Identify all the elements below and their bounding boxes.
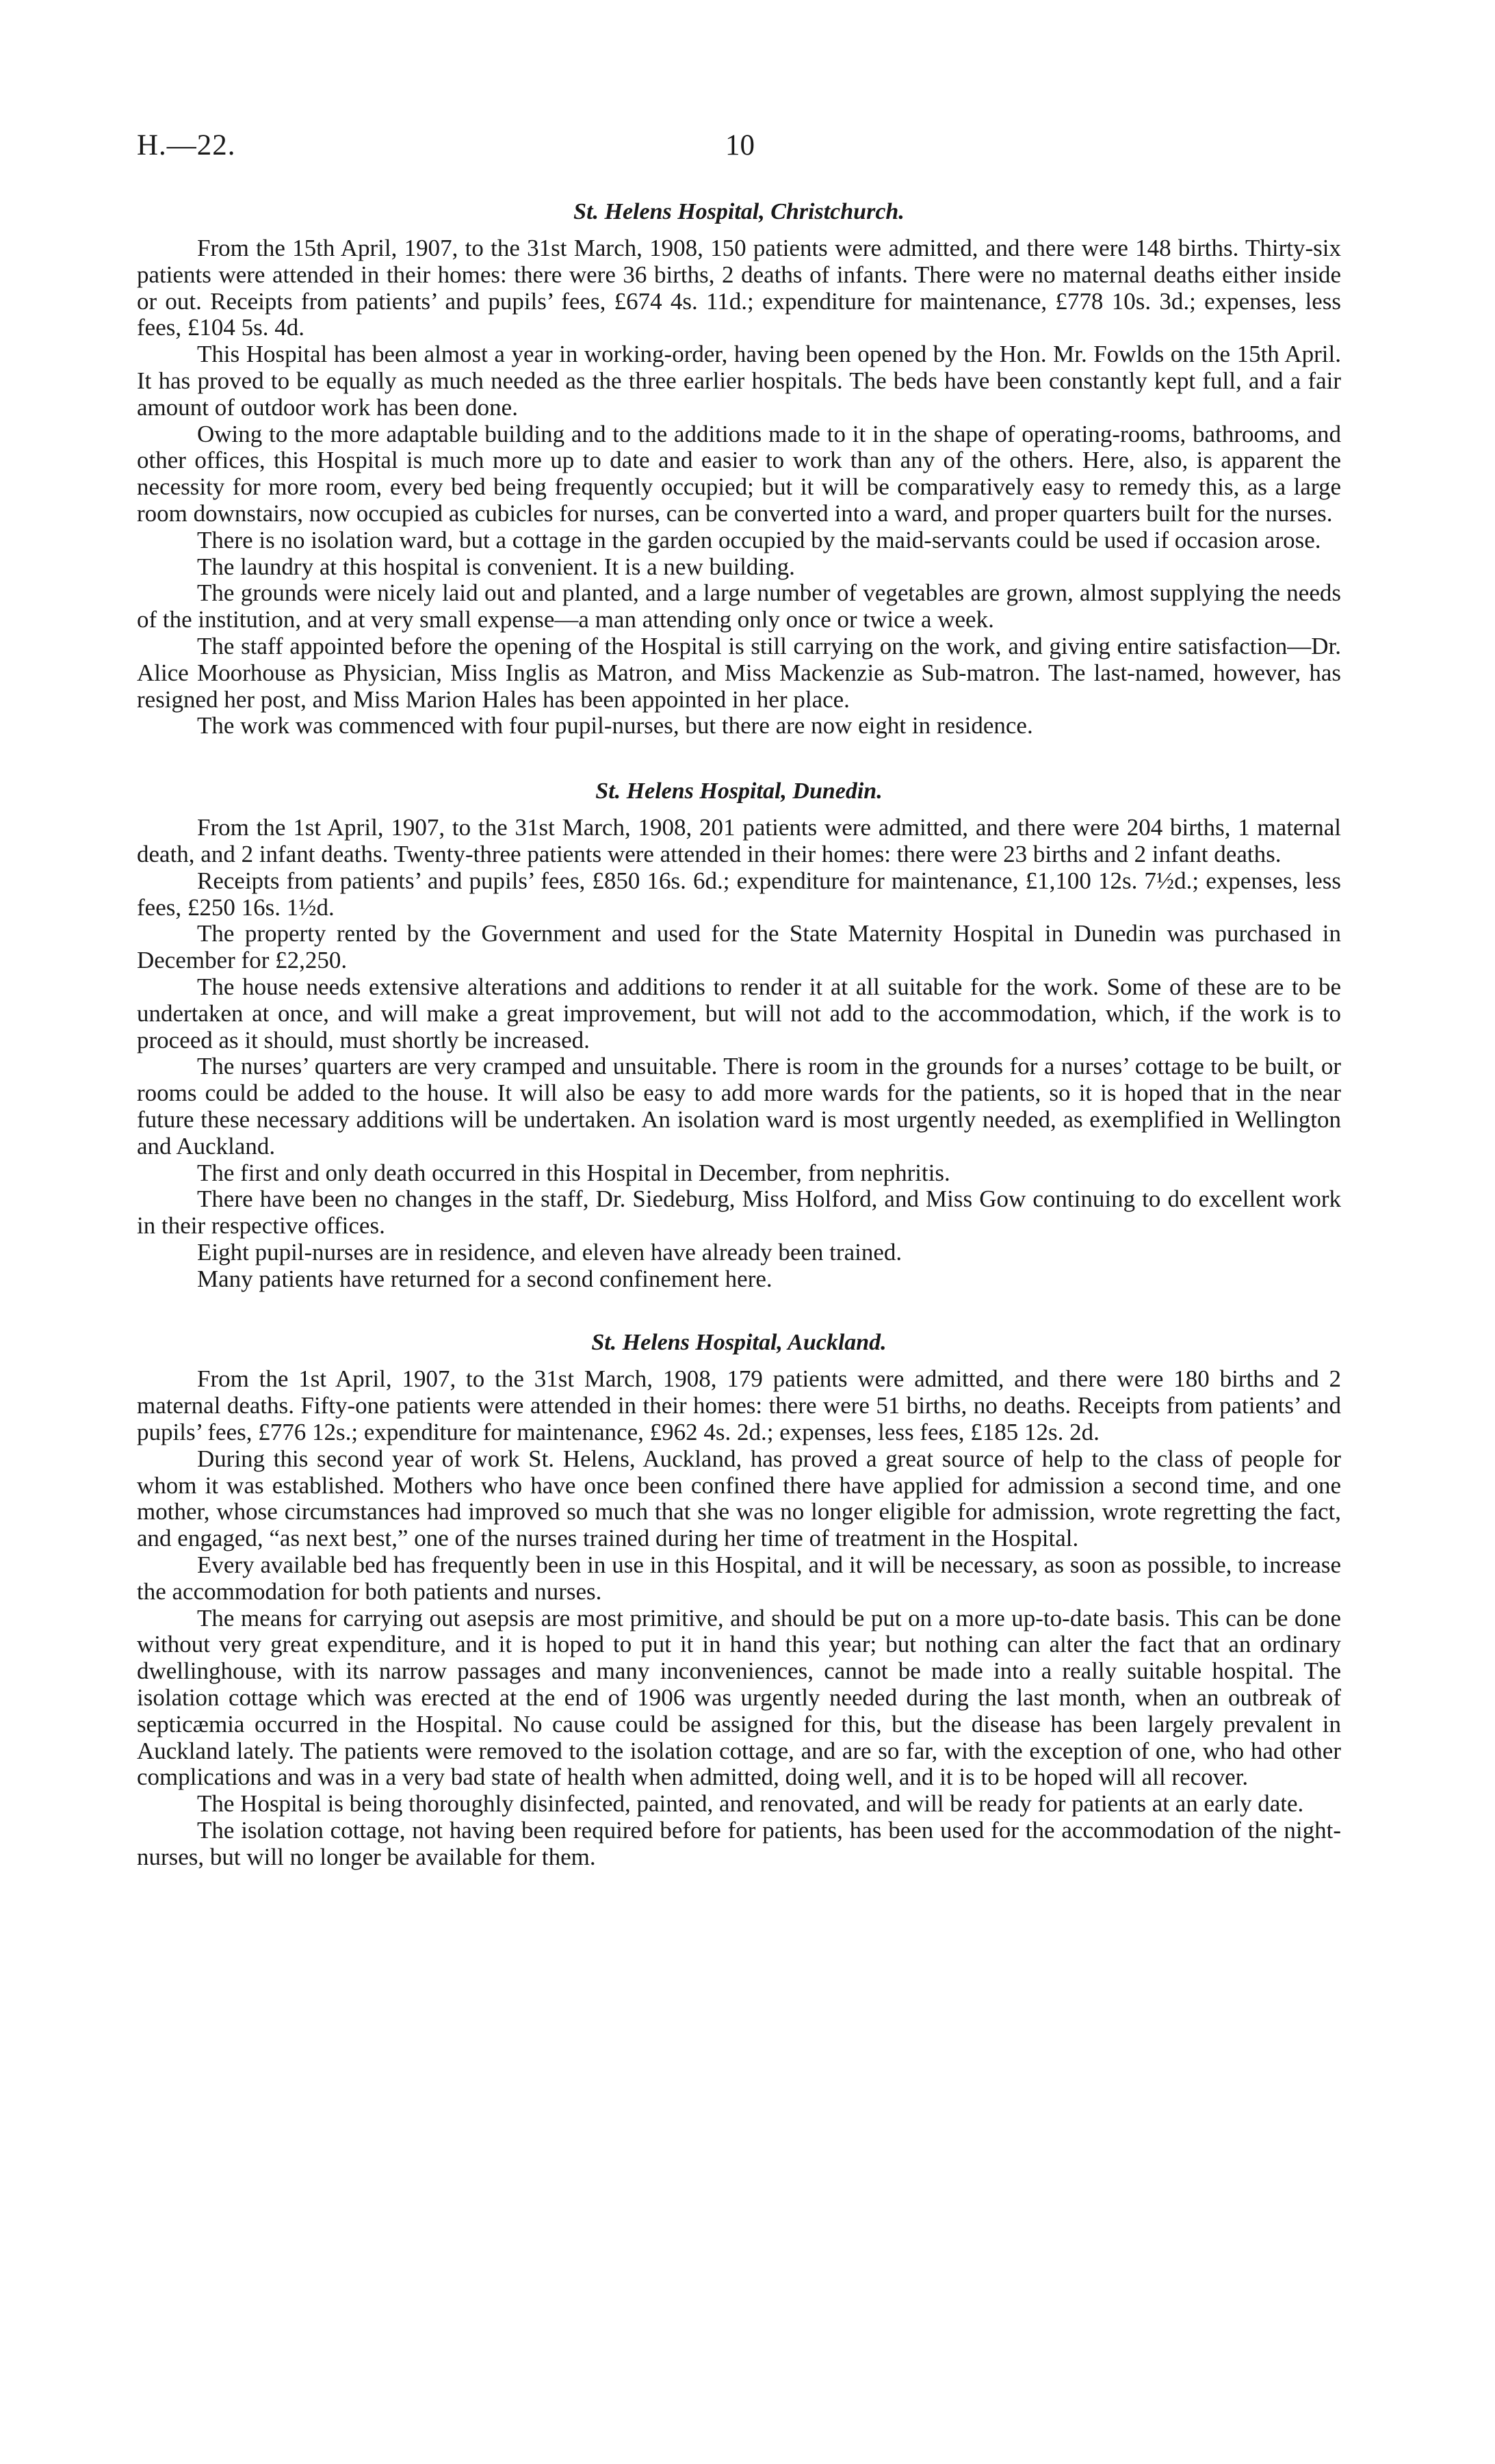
page-header <box>137 129 1341 176</box>
section-heading: St. Helens Hospital, Auckland. <box>591 1330 887 1356</box>
section-heading: St. Helens Hospital, Dunedin. <box>595 778 883 804</box>
paragraph: The first and only death occurred in this Hospital in December, from nephritis. <box>197 1159 950 1186</box>
section-dunedin <box>137 778 1341 1292</box>
paragraph: The isolation cottage, not having been required before for patients, has been used for the accommodation of the night-nurses, but will no longer be available for them. <box>137 1817 1341 1870</box>
paragraph: During this second year of work St. Helens, Auckland, has proved a great source of help to the class of people for whom it was established. Mothers who have once been confined there have applied for admission a second time, and one mother, whose circumstances had improved so much that she was no longer eligible for admission, wrote regretting the fact, and engaged, “as next best,” one of the nurses trained during her time of treatment in the Hospital. <box>137 1445 1341 1552</box>
paragraph: Receipts from patients’ and pupils’ fees, £850 16s. 6d.; expenditure for maintenance, £1,100 12s. 7½d.; expenses, less fees, £250 16s. 1½d. <box>137 867 1341 921</box>
paragraph: There is no isolation ward, but a cottage in the garden occupied by the maid-servants could be used if occasion arose. <box>197 526 1321 553</box>
paragraph: From the 15th April, 1907, to the 31st March, 1908, 150 patients were admitted, and there were 148 births. Thirty-six patients were attended in their homes: there were 36 births, 2 deaths of infants. There were no maternal deaths either inside or out. Receipts from patients’ and pupils’ fees, £674 4s. 11d.; expenditure for maintenance, £778 10s. 3d.; expenses, less fees, £104 5s. 4d. <box>137 235 1341 341</box>
paragraph: This Hospital has been almost a year in working-order, having been opened by the Hon. Mr. Fowlds on the 15th April. It has proved to be equally as much needed as the three earlier hospitals. The beds have been constantly kept full, and a fair amount of outdoor work has been done. <box>137 341 1341 421</box>
section-christchurch <box>137 198 1341 739</box>
paragraph: The property rented by the Government and used for the State Maternity Hospital in Dunedin was purchased in December for £2,250. <box>137 920 1341 974</box>
paragraph: Many patients have returned for a second confinement here. <box>197 1265 772 1292</box>
paragraph: From the 1st April, 1907, to the 31st March, 1908, 201 patients were admitted, and there were 204 births, 1 maternal death, and 2 infant deaths. Twenty-three patients were attended in their homes: there were 23 births and 2 infant deaths. <box>137 814 1341 867</box>
section-heading: St. Helens Hospital, Christchurch. <box>573 199 905 224</box>
paragraph: Owing to the more adaptable building and to the additions made to it in the shape of operating-rooms, bathrooms, and other offices, this Hospital is much more up to date and easier to work than any of the others. Here, also, is apparent the necessity for more room, every bed being frequently occupied; but it will be comparatively easy to remedy this, as a large room downstairs, now occupied as cubicles for nurses, can be converted into a ward, and proper quarters built for the nurses. <box>137 420 1341 527</box>
paragraph: The staff appointed before the opening of the Hospital is still carrying on the work, and giving entire satisfaction—Dr. Alice Moorhouse as Physician, Miss Inglis as Matron, and Miss Mackenzie as Sub-matron. The last-named, however, has resigned her post, and Miss Marion Hales has been appointed in her place. <box>137 632 1341 713</box>
paragraph: Eight pupil-nurses are in residence, and eleven have already been trained. <box>197 1238 902 1266</box>
report-body <box>137 198 1341 1871</box>
paragraph: The Hospital is being thoroughly disinfected, painted, and renovated, and will be ready for patients at an early date. <box>197 1790 1304 1818</box>
paragraph: The work was commenced with four pupil-nurses, but there are now eight in residence. <box>197 712 1033 739</box>
page-number: 10 <box>725 129 755 161</box>
paragraph: From the 1st April, 1907, to the 31st March, 1908, 179 patients were admitted, and there were 180 births and 2 maternal deaths. Fifty-one patients were attended in their homes: there were 51 births, no deaths. Receipts from patients’ and pupils’ fees, £776 12s.; expenditure for maintenance, £962 4s. 2d.; expenses, less fees, £185 12s. 2d. <box>137 1365 1341 1446</box>
paragraph: There have been no changes in the staff, Dr. Siedeburg, Miss Holford, and Miss Gow continuing to do excellent work in their respective offices. <box>137 1185 1341 1240</box>
paragraph: The nurses’ quarters are very cramped and unsuitable. There is room in the grounds for a nurses’ cottage to be built, or rooms could be added to the house. It will also be easy to add more wards for the patients, so it is hoped that in the near future these necessary additions will be undertaken. An isolation ward is most urgently needed, as exemplified in Wellington and Auckland. <box>137 1053 1341 1159</box>
paragraph: The house needs extensive alterations and additions to render it at all suitable for the work. Some of these are to be undertaken at once, and will make a great improvement, but will not add to the accommodation, which, if the work is to proceed as it should, must shortly be increased. <box>137 973 1341 1053</box>
paragraph: The means for carrying out asepsis are most primitive, and should be put on a more up-to-date basis. This can be done without very great expenditure, and it is hoped to put it in hand this year; but nothing can alter the fact that an ordinary dwellinghouse, with its narrow passages and many inconveniences, cannot be made into a really suitable hospital. The isolation cottage which was erected at the end of 1906 was urgently needed during the last month, when an outbreak of septicæmia occurred in the Hospital. No cause could be assigned for this, but the disease has been largely prevalent in Auckland lately. The patients were removed to the isolation cottage, and are so far, with the exception of one, who had other complications and was in a very bad state of health when admitted, doing well, and it is to be hoped will all recover. <box>137 1604 1341 1791</box>
document-reference: H.—22. <box>137 129 236 161</box>
paragraph: Every available bed has frequently been in use in this Hospital, and it will be necessary, as soon as possible, to increase the accommodation for both patients and nurses. <box>137 1551 1341 1605</box>
section-auckland <box>137 1329 1341 1870</box>
paragraph: The laundry at this hospital is convenient. It is a new building. <box>197 553 795 580</box>
paragraph: The grounds were nicely laid out and planted, and a large number of vegetables are grown, almost supplying the needs of the institution, and at very small expense—a man attending only once or twice a week. <box>137 579 1341 633</box>
